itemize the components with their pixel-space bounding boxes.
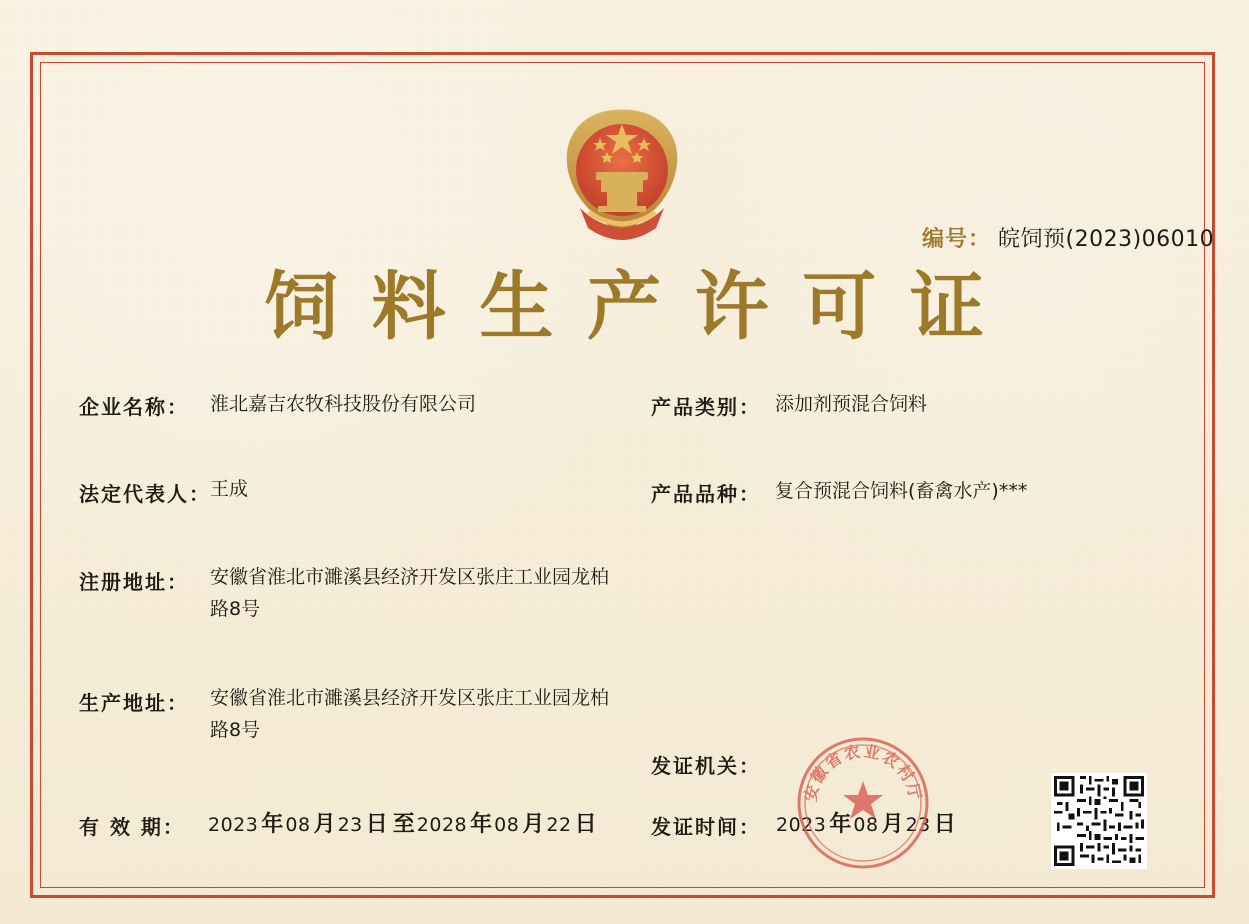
validity-start-month: 08: [285, 814, 311, 836]
title-char-4: 产: [586, 264, 661, 350]
certificate-number-value: 皖饲预(2023)06010: [998, 227, 1215, 252]
title-char-3: 生: [479, 264, 554, 350]
issue-month: 08: [853, 814, 879, 836]
validity-period: [208, 807, 599, 838]
product-category-value: 添加剂预混合饲料: [775, 393, 928, 415]
title-char-5: 许: [694, 264, 769, 350]
validity-end-month-unit: 月: [522, 812, 545, 837]
production-address-line-1: 安徽省淮北市濉溪县经济开发区张庄工业园龙柏: [210, 687, 610, 709]
title-char-7: 证: [909, 264, 984, 350]
product-variety-value: 复合预混合饲料(畜禽水产)***: [775, 480, 1028, 502]
validity-end-year: 2028: [416, 814, 468, 836]
production-address-value: [210, 682, 650, 747]
validity-start-year-unit: 年: [261, 812, 284, 837]
validity-label: 有 效 期：: [79, 815, 185, 839]
document-title: [264, 264, 984, 350]
issue-year-unit: 年: [829, 812, 852, 837]
validity-start-day: 23: [337, 814, 363, 836]
company-name-value: 淮北嘉吉农牧科技股份有限公司: [210, 393, 477, 415]
seal-text: 安徽省农业农村厅: [800, 741, 926, 804]
product-variety-label: 产品品种：: [651, 482, 761, 506]
official-seal: [788, 728, 938, 878]
registered-address-line-1: 安徽省淮北市濉溪县经济开发区张庄工业园龙柏: [210, 566, 610, 588]
issue-date-label: 发证时间：: [651, 815, 761, 839]
production-address-line-2: 路8号: [210, 719, 261, 742]
title-char-2: 料: [371, 264, 446, 350]
registered-address-value: [210, 561, 650, 626]
validity-to-text: 至: [392, 812, 415, 837]
validity-start-month-unit: 月: [313, 812, 336, 837]
issue-month-unit: 月: [881, 812, 904, 837]
issue-day-unit: 日: [933, 812, 956, 837]
validity-end-month: 08: [494, 814, 520, 836]
legal-representative-label: 法定代表人：: [79, 482, 211, 506]
validity-start-day-unit: 日: [365, 812, 388, 837]
national-emblem-icon: [556, 104, 688, 248]
issue-year: 2023: [776, 814, 827, 836]
certificate-number: [922, 229, 1214, 251]
validity-end-year-unit: 年: [470, 812, 493, 837]
company-name-label: 企业名称：: [79, 395, 189, 419]
registered-address-line-2: 路8号: [210, 598, 261, 621]
production-address-label: 生产地址：: [79, 691, 189, 715]
title-char-1: 饲: [264, 264, 338, 350]
issue-day: 23: [905, 814, 931, 836]
certificate-number-label: 编号：: [922, 227, 992, 252]
validity-start-year: 2023: [208, 814, 259, 836]
issuing-authority-label: 发证机关：: [651, 754, 761, 778]
validity-end-day-unit: 日: [574, 812, 597, 837]
registered-address-label: 注册地址：: [79, 570, 189, 594]
validity-end-day: 22: [546, 814, 572, 836]
qr-code-icon: [1051, 773, 1147, 869]
legal-representative-value: 王成: [210, 478, 249, 500]
title-char-6: 可: [802, 264, 877, 350]
product-category-label: 产品类别：: [651, 395, 761, 419]
